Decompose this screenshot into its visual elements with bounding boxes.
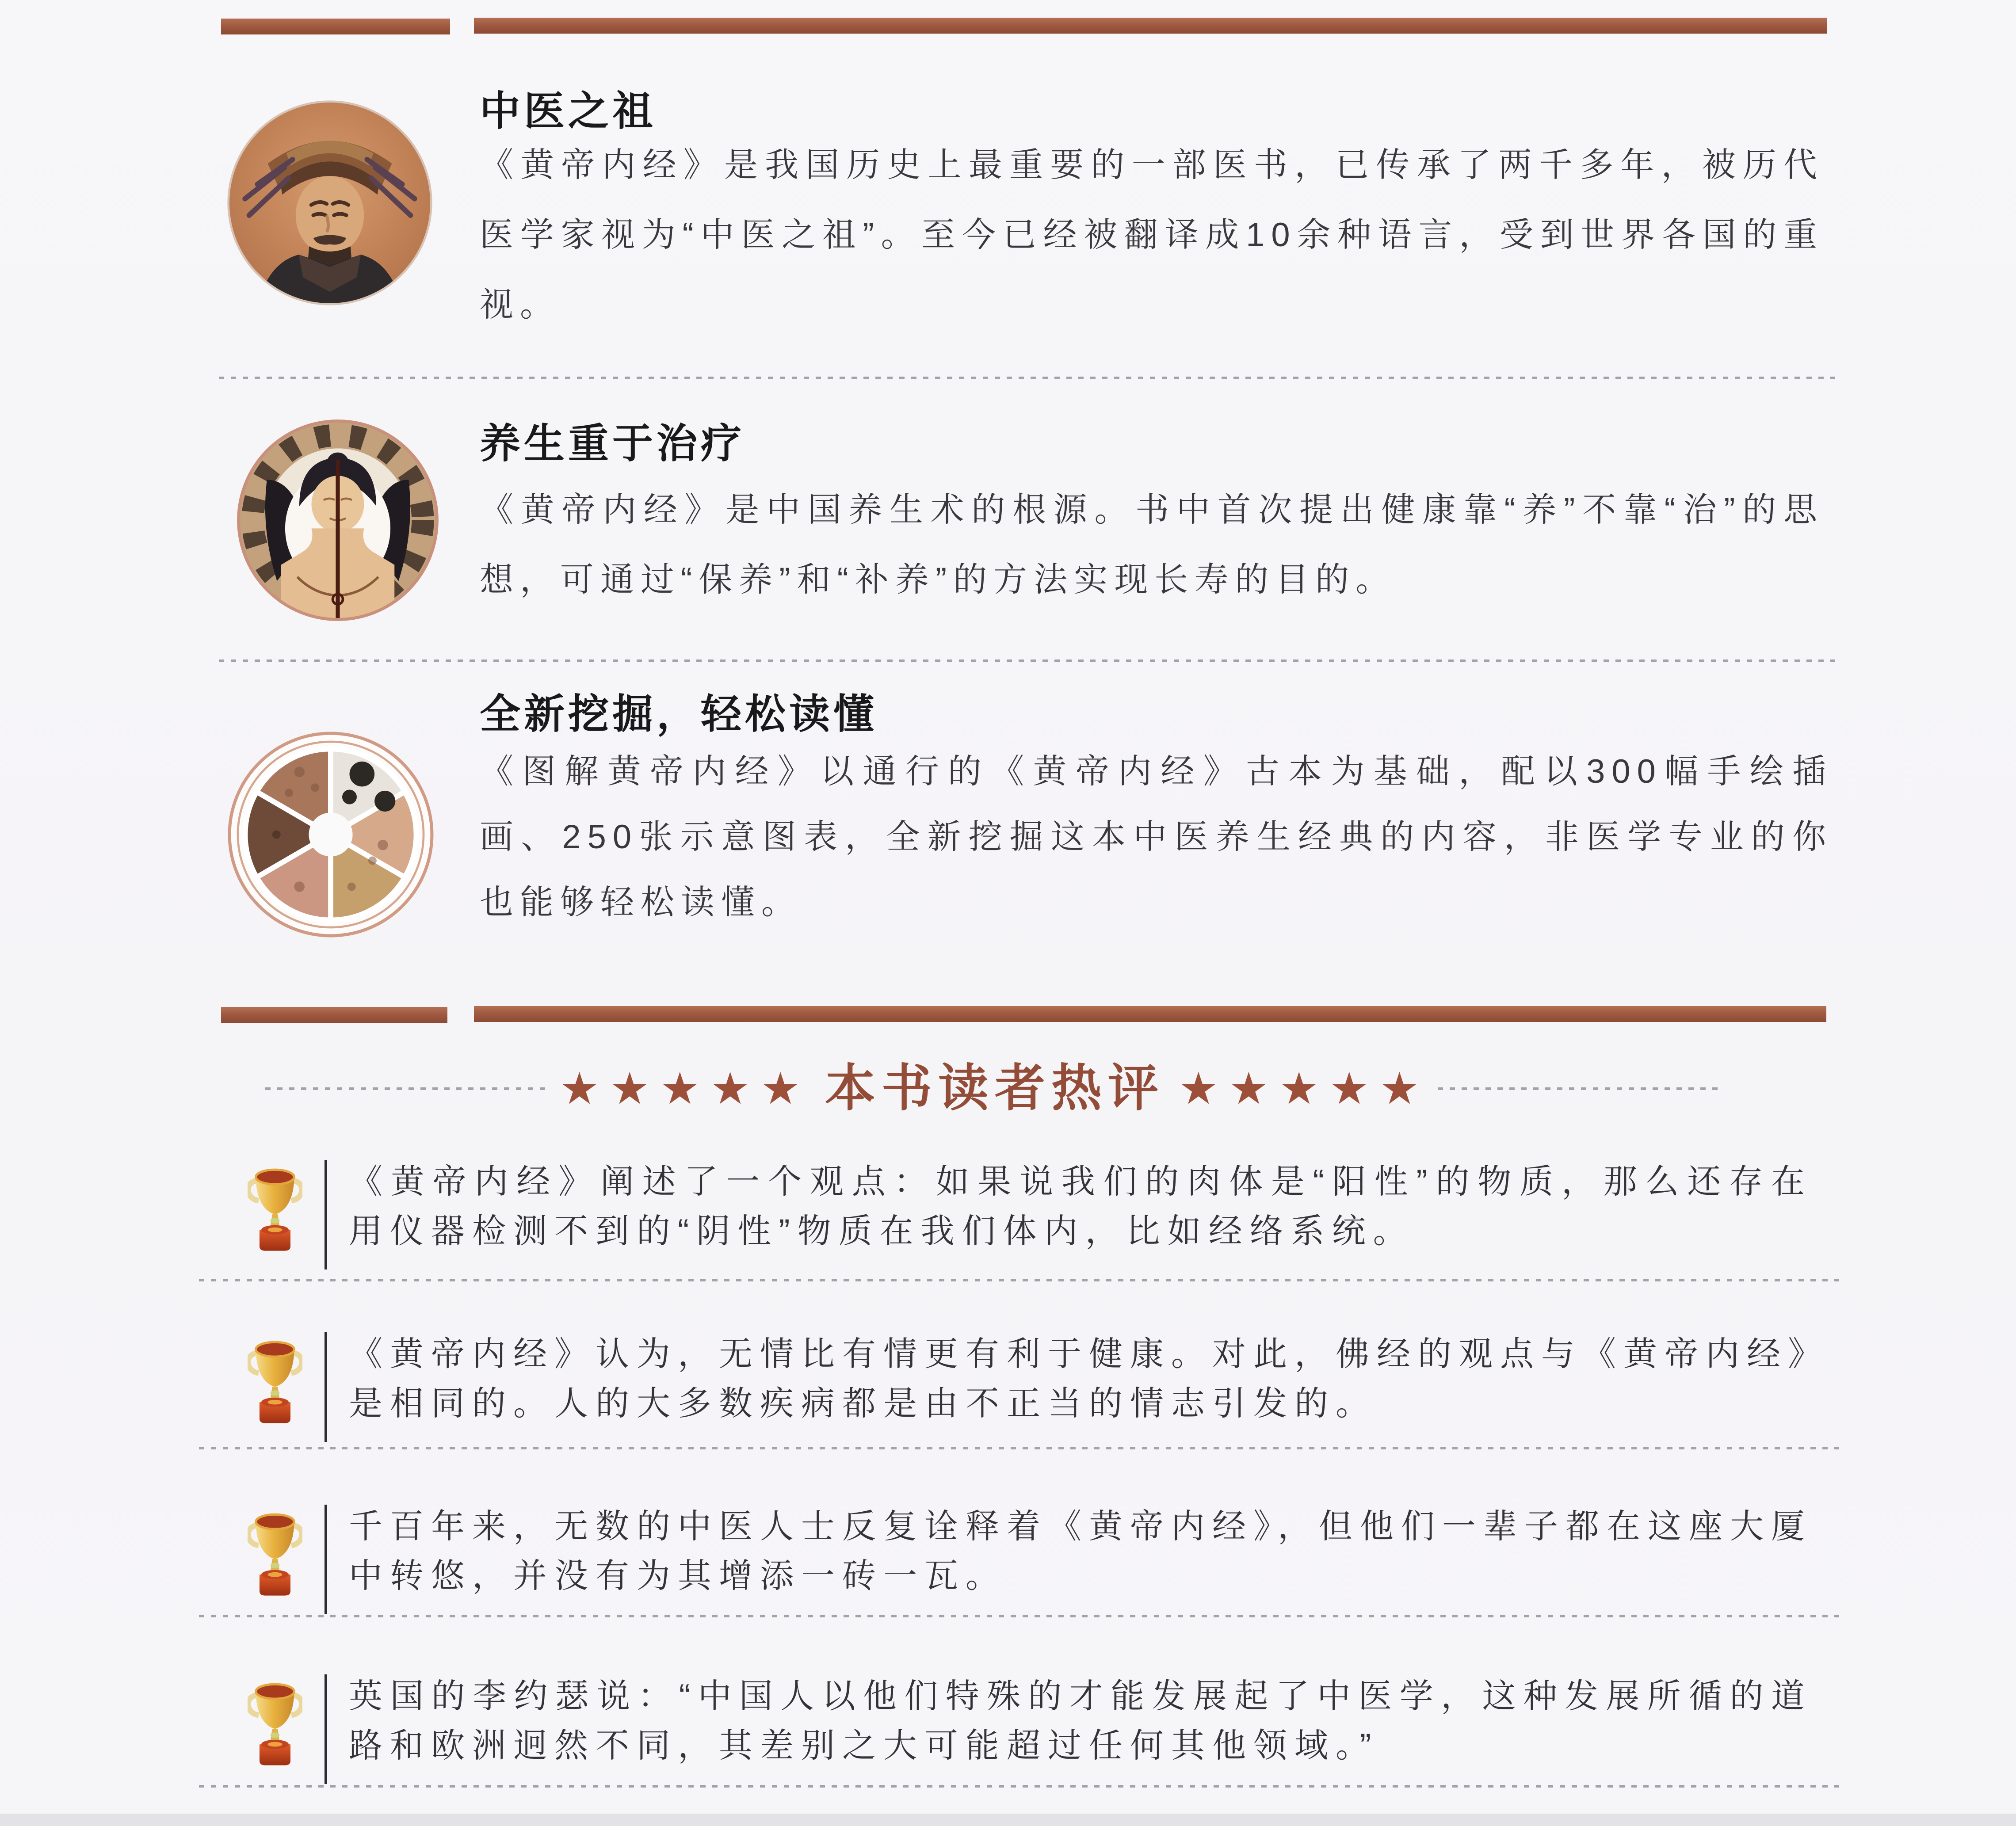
review-text: 千百年来，无数的中医人士反复诠释着《黄帝内经》，但他们一辈子都在这座大厦中转悠，并没有为其增添一砖一瓦。 [349,1508,1812,1595]
emperor-portrait-image [226,99,433,306]
review-item [248,1157,1857,1269]
accent-bar-top-right [474,18,1827,34]
review-separator [199,1785,1839,1788]
review-text: 英国的李约瑟说：“中国人以他们特殊的才能发展起了中医学，这种发展所循的道路和欧洲迥然不同，其差别之大可能超过任何其他领域。” [349,1677,1812,1765]
emperor-portrait-icon [226,99,433,306]
star-rating-right: ★★★★★ [1179,1064,1430,1113]
trophy-icon [248,1166,306,1257]
review-separator [199,1447,1839,1449]
herb-wheel-icon [226,730,435,939]
scan-edge-strip [0,1814,2016,1826]
review-divider-line [325,1332,327,1442]
section-title-3: 全新挖掘，轻松读懂 [480,692,878,737]
review-divider-line [325,1505,327,1614]
section-separator [219,377,1835,379]
meridian-figure-icon [237,419,439,621]
section-body-3: 《图解黄帝内经》以通行的《黄帝内经》古本为基础，配以300幅手绘插画、250张示意图表，全新挖掘这本中医养生经典的内容，非医学专业的你也能够轻松读懂。 [480,753,1833,921]
section-separator [219,659,1835,662]
meridian-figure-image [237,419,439,621]
review-item [248,1672,1857,1784]
review-text: 《黄帝内经》认为，无情比有情更有利于健康。对此，佛经的观点与《黄帝内经》是相同的。人的大多数疾病都是由不正当的情志引发的。 [349,1335,1812,1422]
reader-reviews-banner [265,1056,1724,1122]
trophy-icon [248,1338,306,1430]
trophy-icon [248,1511,306,1602]
trophy-icon [248,1681,306,1772]
review-item [248,1330,1857,1442]
accent-bar-top-left [221,19,450,34]
review-divider-line [325,1160,327,1269]
review-divider-line [325,1674,327,1784]
banner-dash-left [265,1087,552,1090]
banner-title: 本书读者热评 [825,1060,1165,1117]
star-rating-left: ★★★★★ [559,1064,811,1113]
accent-bar-bottom-left [221,1007,447,1023]
banner-dash-right [1438,1087,1724,1090]
section-body-1: 《黄帝内经》是我国历史上最重要的一部医书，已传承了两千多年，被历代医学家视为“中医之祖”。至今已经被翻译成10余种语言，受到世界各国的重视。 [480,146,1824,324]
accent-bar-bottom-right [474,1006,1826,1022]
review-separator [199,1615,1839,1617]
herb-wheel-image [226,730,435,939]
section-title-2: 养生重于治疗 [480,421,745,466]
review-text: 《黄帝内经》阐述了一个观点：如果说我们的肉体是“阳性”的物质，那么还存在用仪器检测不到的“阴性”物质在我们体内，比如经络系统。 [349,1163,1812,1250]
review-item [248,1502,1857,1614]
section-body-2: 《黄帝内经》是中国养生术的根源。书中首次提出健康靠“养”不靠“治”的思想，可通过“保养”和“补养”的方法实现长寿的目的。 [480,491,1824,599]
section-title-1: 中医之祖 [480,89,657,134]
review-separator [199,1279,1839,1281]
